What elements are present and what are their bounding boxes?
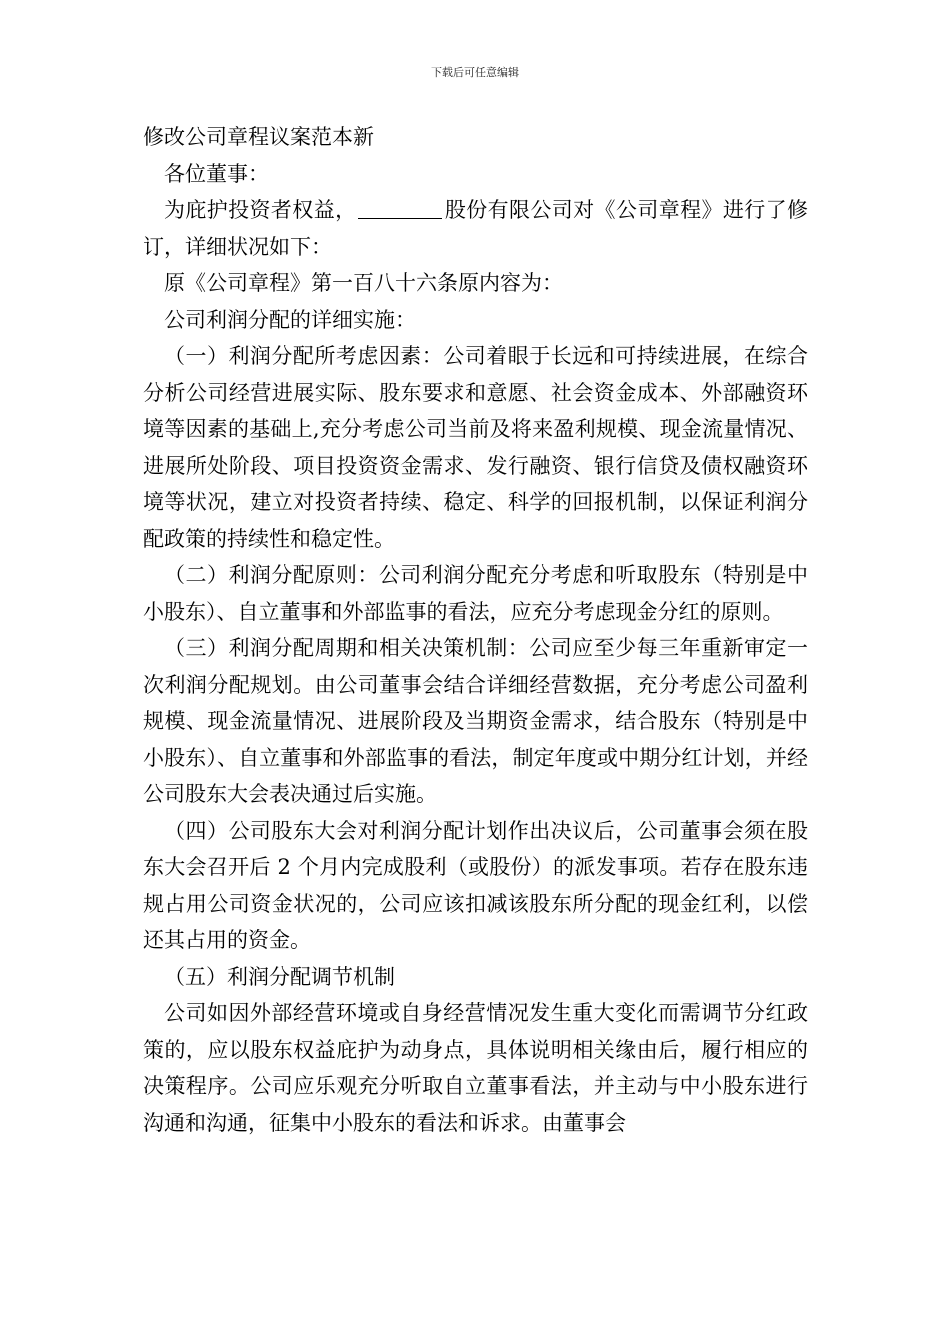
salutation: 各位董事： xyxy=(164,161,269,186)
item-3-paragraph: （三）利润分配周期和相关决策机制：公司应至少每三年重新审定一次利润分配规划。由公司董事会结合详细经营数据，充分考虑公司盈利规模、现金流量情况、进展阶段及当期资金需求，结合股东（特别是中小股东）、自立董事和外部监事的看法，制定年度或中期分红计划，并经公司股东大会表决通过后实施。 xyxy=(143,636,808,806)
item-1-paragraph: （一）利润分配所考虑因素：公司着眼于长远和可持续进展，在综合分析公司经营进展实际、股东要求和意愿、社会资金成本、外部融资环境等因素的基础上,充分考虑公司当前及将来盈利规模、现金流量情况、进展所处阶段、项目投资资金需求、发行融资、银行信贷及债权融资环境等状况，建立对投资者持续、稳定、科学的回报机制，以保证利润分配政策的持续性和稳定性。 xyxy=(143,344,808,551)
page-header-note: 下载后可任意编辑 xyxy=(431,66,519,79)
implementation-paragraph: 公司利润分配的详细实施： xyxy=(164,307,416,332)
item-4-paragraph: （四）公司股东大会对利润分配计划作出决议后，公司董事会须在股东大会召开后 2 个月内完成股利（或股份）的派发事项。若存在股东违规占用公司资金状况的，公司应该扣减该股东所分配的现金红利，以偿还其占用的资金。 xyxy=(143,818,808,952)
item-5-body: 公司如因外部经营环境或自身经营情况发生重大变化而需调节分红政策的，应以股东权益庇护为动身点，具体说明相关缘由后，履行相应的决策程序。公司应乐观充分听取自立董事看法，并主动与中小股东进行沟通和沟通，征集中小股东的看法和诉求。由董事会 xyxy=(143,1001,808,1135)
intro-before-blank: 为庇护投资者权益， xyxy=(164,198,357,222)
document-body xyxy=(143,119,808,1141)
intro-paragraph xyxy=(143,192,808,265)
intro-after-blank: 股份有限公司对《公司章程》进行了修订，详细状况如下： xyxy=(143,198,809,259)
original-clause-paragraph: 原《公司章程》第一百八十六条原内容为： xyxy=(164,271,563,295)
item-2-paragraph: （二）利润分配原则：公司利润分配充分考虑和听取股东（特别是中小股东）、自立董事和外部监事的看法，应充分考虑现金分红的原则。 xyxy=(143,563,808,624)
item-5-heading: （五）利润分配调节机制 xyxy=(164,964,395,989)
document-title: 修改公司章程议案范本新 xyxy=(143,125,374,149)
company-name-blank xyxy=(358,197,442,219)
